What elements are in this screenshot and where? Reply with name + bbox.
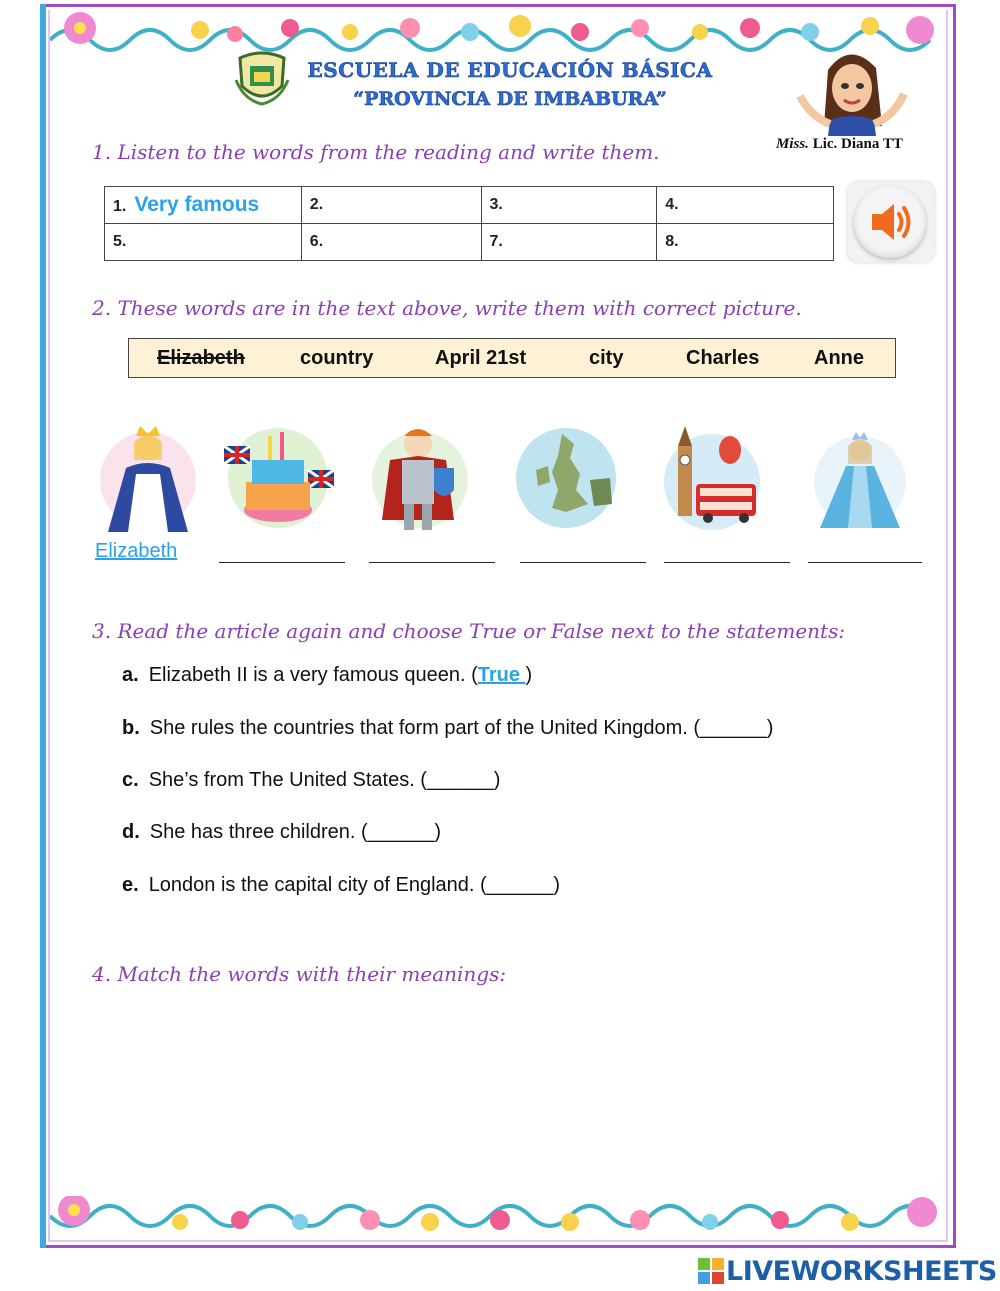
birthday-cake-picture <box>220 420 338 536</box>
answer-cell-4[interactable]: 4. <box>657 187 834 224</box>
teacher-avatar <box>790 46 940 136</box>
word-bank-item: city <box>589 346 624 369</box>
answer-cell-6[interactable]: 6. <box>301 224 481 261</box>
knight-picture <box>368 420 472 536</box>
word-bank <box>128 338 896 378</box>
picture-answer-3[interactable] <box>369 562 495 563</box>
answer-text: Very famous <box>134 193 260 216</box>
princess-picture <box>808 420 912 536</box>
frame-left-stripe <box>40 4 46 1248</box>
answer-cell-1[interactable]: 1. Very famous <box>105 187 302 224</box>
picture-answer-5[interactable] <box>664 562 790 563</box>
bottom-floral-border <box>50 1196 946 1238</box>
answer-cell-5[interactable]: 5. <box>105 224 302 261</box>
word-bank-item: Anne <box>814 346 864 369</box>
word-bank-item: country <box>300 346 374 369</box>
section4-title: 4. Match the words with their meanings: <box>92 962 507 986</box>
table-row <box>105 224 834 261</box>
table-row <box>105 187 834 224</box>
teacher-name: Miss. Lic. Diana TT <box>776 136 903 152</box>
school-crest-icon <box>232 50 292 108</box>
statement-c[interactable]: c. She’s from The United States. (______) <box>122 769 501 791</box>
school-name-line2: “PROVINCIA DE IMBABURA” <box>353 88 667 110</box>
word-bank-item: Elizabeth <box>157 346 245 369</box>
liveworksheets-icon <box>698 1258 724 1284</box>
london-city-picture <box>660 420 764 536</box>
true-false-answer[interactable]: True <box>477 664 526 686</box>
word-bank-item: April 21st <box>435 346 527 369</box>
answer-cell-2[interactable]: 2. <box>301 187 481 224</box>
audio-play-button[interactable] <box>848 182 934 262</box>
answer-cell-3[interactable]: 3. <box>481 187 657 224</box>
uk-map-picture <box>514 420 618 536</box>
picture-answer-1[interactable]: Elizabeth <box>95 540 178 562</box>
word-bank-item: Charles <box>686 346 760 369</box>
statement-d[interactable]: d. She has three children. (______) <box>122 821 442 843</box>
answer-cell-7[interactable]: 7. <box>481 224 657 261</box>
answer-cell-8[interactable]: 8. <box>657 224 834 261</box>
listening-answer-table <box>104 186 834 261</box>
statement-e[interactable]: e. London is the capital city of England. (______) <box>122 874 561 896</box>
statement-a: a. Elizabeth II is a very famous queen. (True ) <box>122 664 533 686</box>
picture-answer-6[interactable] <box>808 562 922 563</box>
picture-answer-4[interactable] <box>520 562 646 563</box>
school-name-line1: ESCUELA DE EDUCACIÓN BÁSICA <box>307 58 713 82</box>
picture-answer-2[interactable] <box>219 562 345 563</box>
liveworksheets-brand: LIVEWORKSHEETS <box>726 1255 997 1287</box>
section2-title: 2. These words are in the text above, write them with correct picture. <box>92 296 802 320</box>
liveworksheets-logo[interactable] <box>698 1256 997 1286</box>
speaker-icon <box>868 200 914 244</box>
queen-picture <box>96 420 200 536</box>
statement-b[interactable]: b. She rules the countries that form part of the United Kingdom. (______) <box>122 717 774 739</box>
section3-title: 3. Read the article again and choose True or False next to the statements: <box>92 619 846 643</box>
section1-title: 1. Listen to the words from the reading and write them. <box>92 140 660 164</box>
